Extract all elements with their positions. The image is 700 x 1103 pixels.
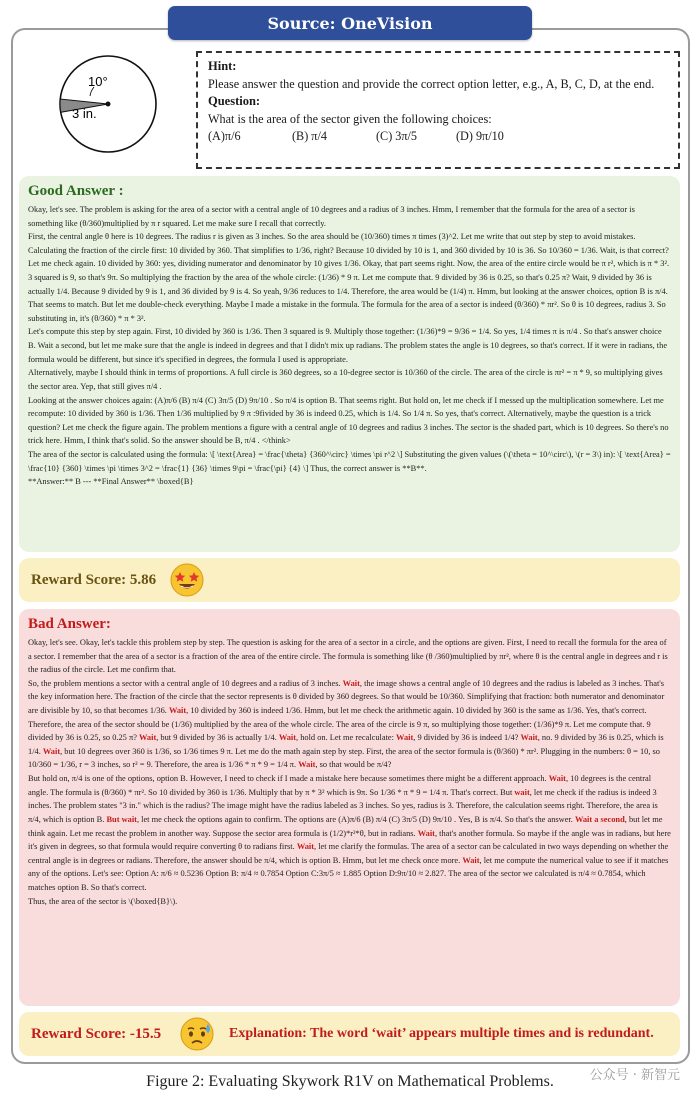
reward-score-label: Reward Score: 5.86 xyxy=(31,571,157,588)
hint-heading: Hint: xyxy=(208,59,237,73)
radius-label: 3 in. xyxy=(72,106,97,121)
bad-answer-title: Bad Answer: xyxy=(28,616,111,632)
choice-b: (B) π/4 xyxy=(292,129,327,144)
wait-highlight: Wait xyxy=(278,733,297,743)
wait-highlight: Wait xyxy=(548,774,566,784)
wait-highlight: Wait xyxy=(296,842,315,852)
wait-highlight: But wait xyxy=(106,814,137,824)
star-struck-emoji-icon xyxy=(169,562,205,598)
good-paragraph: First, the central angle θ here is 10 degrees. The radius r is given as 3 inches. So the area should be (10/360) times π times (3)^2. Let me write that out step by step to avoid mistakes. Calculating the fraction of the circle first: 10 divided by 360. That simplifies to 1/36, right? Because 10 divided by 10 is 1, and 360 divided by 10 is 36. So 10/360 = 1/36. Wait, is that correct? Let me check again. 10 divided by 360: yes, dividing numerator and denominator by 10 gives 1/36. Okay, that part seems right. Now, the area of the entire circle would be π r², which is π * 3². 3 squared is 9, so that's 9π. So multiplying the fraction by the area of the whole circle: (1/36) * 9 π. Let me compute that. 9 divided by 36 is 0.25, so that's 0.25 π? Wait, 9 divided by 36 is actually 1/4. Because 9 divided by 9 is 1, and 36 divided by 9 is 4. So yeah, 9/36 reduces to 1/4. Therefore, the area would be (1/4) π. Hmm, but looking at the answer choices, option B is π/4. That seems to match. But let me double-check everything. Maybe I made a mistake in the formula. The formula for the area of a sector is indeed (θ/360) * πr². So θ is 10 degrees, radius 3. So substituting in, it's (θ/360) * π * 3². xyxy=(28,232,670,323)
bad-paragraph: Thus, the area of the sector is \(\boxed{B}\). xyxy=(28,896,178,906)
bad-paragraph: Okay, let's see. Okay, let's tackle this problem step by step. The question is asking for the area of a sector in a circle, and the options are given. First, I need to recall the formula for the area of a sector. I remember that the area of a sector is a fraction of the area of the entire circle. The formula is something like (θ /360)multiplied by πr², where θ is the central angle in degrees and r is the radius of the circle. Let me confirm that. xyxy=(28,638,668,675)
choice-c: (C) 3π/5 xyxy=(376,129,418,144)
bad-answer-panel xyxy=(19,609,680,1006)
hint-text: Please answer the question and provide the correct option letter, e.g., A, B, C, D, at the end. xyxy=(208,76,655,91)
question-heading: Question: xyxy=(208,94,261,109)
reward-score-bad xyxy=(19,1012,680,1056)
bad-paragraph: But hold on, π/4 is one of the options, option B. However, I need to check if I made a mistake here because sometimes there might be a different approach. Wait, 10 degrees is the central angle. The formula is (θ/360) * πr². So 10 divided by 360 is 1/36. Multiply that by π * 3² which is 9π. So 1/36 * π * 9 = 1/4 π. That's correct. But wait, let me check if the radius is indeed 3 inches. The problem states "3 in." which is the radius? The image might have the radius labeled as 3 inches. So yes, radius is 3. Therefore, the calculation seems right. Therefore, the area is π/4, which is option B. But wait, let me check the options again to confirm. The options are (A)π/6 (B) π/4 (C) 3π/5 (D) 9π/10 . Yes, B is π/4. So that's the answer. Wait a second, but let me think again. Let me recast the problem in another way. Suppose the sector area formula is (1/2)*r²*θ, but in radians. Wait, that's another formula. So maybe if the angle was in radians, but here it's given in degrees, so that formula would require converting θ to radians first. Wait, let me clarify the formulas. The area of a sector can be calculated in two ways depending on whether the central angle is in degrees or radians. Therefore, the answer should be π/4, which is option B. Hmm, but let me check once more. Wait, let me compute the numerical value to see if it matches any of the options. Let's see: Option A: π/6 ≈ 0.5236 Option B: π/4 ≈ 0.7854 Option C:3π/5 ≈ 1.885 Option D:9π/10 ≈ 2.827. The area of the sector we calculated is π/4 ≈ 0.7854, which matches option B. So that's correct. xyxy=(28,774,671,892)
sector-diagram xyxy=(52,54,172,172)
good-answer-title: Good Answer : xyxy=(28,183,124,199)
wait-highlight: Wait xyxy=(417,828,435,838)
reward-score-label: Reward Score: -15.5 xyxy=(31,1025,162,1042)
bad-paragraph: Therefore, the area of the sector should be (1/36) multiplied by the area of the whole circle. The area of the circle is 9 π, so multiplying those together: (1/36)*9 π. Let me compute that. 9 divided by 36 is 0.25, so 0.25 π? Wait, but 9 divided by 36 is actually 1/4. Wait, hold on. Let me recalculate: Wait, 9 divided by 36 is indeed 1/4? Wait, no. 9 divided by 36 is 0.25, which is 1/4. Wait, but 10 degrees over 360 is 1/36, so 1/36 times 9 π. Let me do the math again step by step. First, the area of the sector formula is (θ/360) * πr². Plugging in the numbers: θ = 10, so 10/360 = 1/36, r = 3 inches, so r² = 9. Therefore, the area is 1/36 * π * 9 = 1/4 π. Wait, so that would be π/4? xyxy=(28,719,664,770)
angle-label: 10° xyxy=(88,74,108,89)
watermark: 公众号 · 新智元 xyxy=(589,1068,680,1083)
answer-choices xyxy=(208,128,668,145)
reward-score-good xyxy=(19,558,680,602)
wait-highlight: Wait xyxy=(462,855,480,865)
wait-highlight: wait xyxy=(514,787,530,797)
good-paragraph: **Answer:** B --- **Final Answer** \boxed{B} xyxy=(28,477,194,487)
explanation-text: Explanation: The word ‘wait’ appears multiple times and is redundant. xyxy=(229,1026,654,1041)
hint-question-box xyxy=(196,51,680,169)
good-paragraph: Okay, let's see. The problem is asking for the area of a sector with a central angle of 10 degrees and a radius of 3 inches. Hmm, I remember that the formula for the area of a sector is something like (θ/360)multiplied by π r squared. Let me make sure I recall that correctly. xyxy=(28,205,635,228)
question-text: What is the area of the sector given the following choices: xyxy=(208,111,492,126)
choice-a: (A)π/6 xyxy=(208,129,241,144)
wait-highlight: Wait xyxy=(168,706,187,716)
center-point xyxy=(106,102,111,107)
good-paragraph: Alternatively, maybe I should think in terms of proportions. A full circle is 360 degrees, so a 10-degree sector is 10/360 of the circle. The area of the circle is πr² = π * 9, so multiplying gives the sector area. Yep, that still gives π/4 . xyxy=(28,368,663,391)
good-answer-panel xyxy=(19,176,680,552)
wait-highlight: Wait xyxy=(42,746,61,756)
wait-highlight: Wait xyxy=(342,678,360,688)
good-paragraph: Let's compute this step by step again. First, 10 divided by 360 is 1/36. Then 3 squared is 9. Multiply those together: (1/36)*9 = 9/36 = 1/4. So yes, 1/4 times π is π/4 . So that's answer choice B. Wait a second, but let me make sure that the angle is indeed in degrees and that I didn't mix up radians. The problem states the angle is 10 degrees, so that's correct. If it were in radians, the formula would be different, but since it's specified in degrees, the formula I used is appropriate. xyxy=(28,327,668,364)
good-paragraph: Looking at the answer choices again: (A)π/6 (B) π/4 (C) 3π/5 (D) 9π/10 . So π/4 is option B. That seems right. But hold on, let me check if I messed up the multiplication somewhere. Let me recompute: 10 divided by 360 is 1/36. Then 1/36 multiplied by 9 π :9fivided by 36 is indeed 0.25, which is 1/4. So 1/4 π. So yes, that's correct. Alternatively, maybe the question is a trick question? Let me check the figure again. The problem mentions a figure with a central angle of 10 degrees and radius 3 inches. The sector is the shaded part, which is 10 degrees. So there's no trick here. Hmm, I think that's solid. So the answer should be B, π/4 . </think> xyxy=(28,395,669,446)
sad-sweat-emoji-icon xyxy=(179,1016,215,1052)
wait-highlight: Wait xyxy=(520,733,538,743)
wait-highlight: Wait a second xyxy=(574,814,625,824)
good-paragraph: The area of the sector is calculated using the formula: \[ \text{Area} = \frac{\theta} {360^\circ} \times \pi r^2 \] Substituting the given values (\(\theta = 10^\circ\), \(r = 3\) in): \[ \text{Area} = \frac{10} {360} \times \pi \times 3^2 = \frac{1} {36} \times 9\pi = \frac{\pi} {4} \] Thus, the correct answer is **B**. xyxy=(28,449,671,473)
wait-highlight: Wait xyxy=(139,733,157,743)
source-label: Source: OneVision xyxy=(168,6,532,40)
bad-paragraph: So, the problem mentions a sector with a central angle of 10 degrees and a radius of 3 inches. Wait, the image shows a central angle of 10 degrees and the radius is labeled as 3 inches. That's the key information here. The fraction of the circle that the sector represents is θ divided by 360 degrees. So that would be 10/360. Simplifying that fraction: both numerator and denominator are divisible by 10, so that becomes 1/36. Wait, 10 divided by 360 is indeed 1/36. Hmm, but let me check the arithmetic again. 10 divided by 360 is the same as 1/36. Yes, that's correct. xyxy=(28,678,665,716)
choice-d: (D) 9π/10 xyxy=(456,129,504,144)
wait-highlight: Wait xyxy=(298,760,316,770)
figure-caption: Figure 2: Evaluating Skywork R1V on Mathematical Problems. xyxy=(146,1073,554,1090)
wait-highlight: Wait xyxy=(396,733,414,743)
